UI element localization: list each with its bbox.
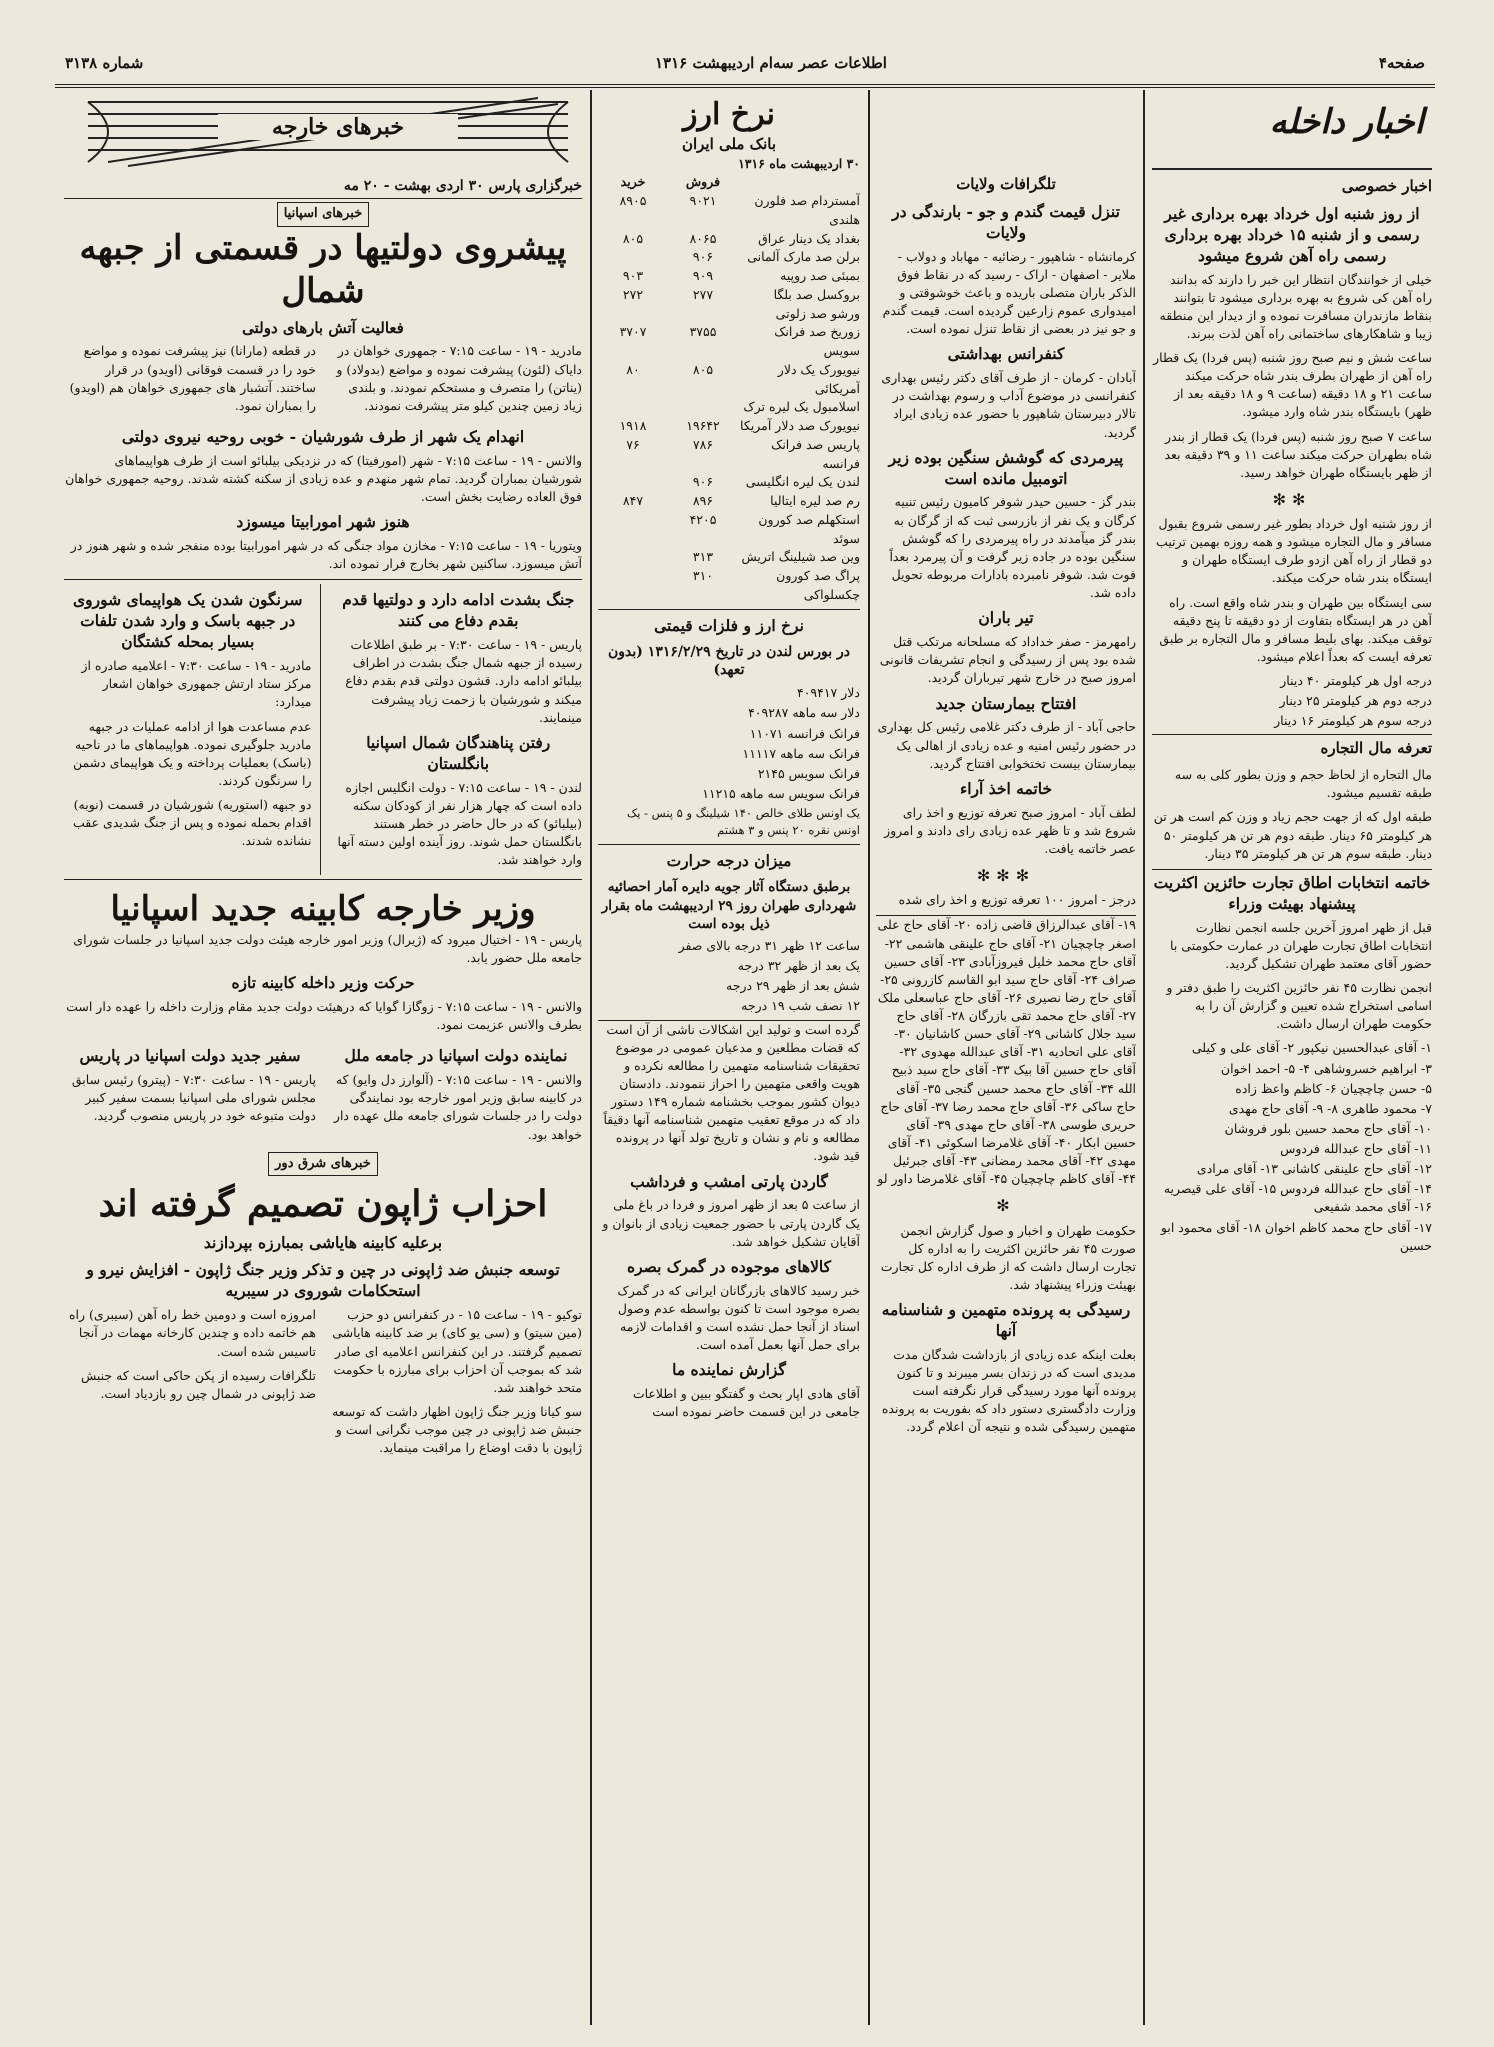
spain-paragraph-2: در قطعه (مارانا) نیز پیشرفت نموده و مواضع خود را در قسمت فوقانی (اویدو) در قرار ساختند. آتشبار های جمهوری خواهان هم (اویدو) را بمباران نمود. [69, 343, 316, 413]
sell-value: ۹۰۶ [692, 474, 714, 490]
ornament: ✻ [996, 1196, 1016, 1216]
wheat-headline: تنزل قیمت گندم و جو - بارندگی در ولایات [892, 201, 1120, 242]
buy-value: ۷۶ [626, 436, 640, 452]
currency-name: بغداد یک دینار عراق [758, 230, 860, 246]
reporter-headline: گزارش نماینده ما [672, 1360, 786, 1380]
sell-value [668, 305, 738, 324]
japan-paragraph-4: تلگرافات رسیده از پکن حاکی است که جنبش ضد ژاپونی در شمال چین رو بازدیاد است. [80, 1367, 316, 1401]
spain-subheadline: فعالیت آتش بارهای دولتی [242, 319, 404, 338]
far-east-label: خبرهای شرق دور [268, 1152, 378, 1177]
currency-name: زوریخ صد فرانک سویس [774, 324, 860, 359]
buy-header: خرید [620, 174, 646, 190]
metals-subheadline: در بورس لندن در تاریخ ۱۳۱۶/۲/۲۹ (بدون تعهد) [608, 643, 850, 679]
envoy-paragraph: پاریس - ۱۹ - ساعت ۷:۳۰ - (پیترو) رئیس سابق مجلس شورای ملی اسپانیا بسمت سفیر کبیر دولت متبوعه خود در پاریس منصوب گردید. [71, 1072, 316, 1124]
bask-headline: سرنگون شدن یک هواپیمای شوروی در جبهه باسک و وارد شدن تلفات بسیار بمحله کشتگان [73, 590, 303, 652]
rates-date: ۳۰ اردیبهشت ماه ۱۳۱۶ [738, 156, 860, 172]
sell-value: ۳۷۵۵ [689, 324, 717, 340]
buy-value [598, 548, 668, 567]
goods-headline: کالاهای موجوده در گمرک بصره [626, 1256, 832, 1276]
column-divider [590, 90, 592, 2025]
bask-paragraph-3: دو جبهه (استوریه) شورشیان در قسمت (نوبه) اقدام بحمله نموده و پس از جنگ شدیدی عقب نشانده شدند. [73, 797, 312, 849]
chamber-list-item: ۱۴- آقای حاج عبدالله فردوس ۱۵- آقای علی قیصریه ۱۶- آقای محمد شفیعی [1163, 1181, 1432, 1215]
sell-value [668, 398, 738, 417]
railway-paragraph-2: ساعت شش و نیم صبح روز شنبه (پس فردا) یک قطار راه آهن از طهران بطرف بندر شاه حرکت میکند ساعت ۲۱ و ۱۸ دقیقه (ساعت ۹ و ۱۸ دقیقه بعد از ظهر) بایستگاه بندر شاه وارد میشود. [1153, 350, 1432, 420]
vote-headline: خاتمه اخذ آراء [959, 778, 1053, 798]
chamber-list-item: ۱۱- آقای حاج عبدالله فردوس [1280, 1141, 1432, 1157]
exchange-rates-column [598, 96, 860, 2016]
metals-headline: نرخ ارز و فلزات قیمتی [654, 615, 804, 635]
japan-subheadline-2: توسعه جنبش ضد ژاپونی در چین و تذکر وزیر جنگ ژاپون - افزایش نیرو و استحکامات شوروی در سیبریه [86, 1260, 560, 1301]
foreign-news-title: خبرهای خارجه [218, 114, 458, 140]
metal-row: فرانک فرانسه ۱۱۰۷۱ [749, 725, 860, 741]
war-headline: جنگ بشدت ادامه دارد و دولتیها قدم بقدم دفاع می کنند [342, 590, 575, 631]
rate-row [598, 248, 860, 267]
buy-value: ۹۰۳ [622, 268, 644, 284]
rate-row [598, 305, 860, 324]
sell-value: ۲۷۷ [692, 286, 714, 302]
spain-paragraph-1: مادرید - ۱۹ - ساعت ۷:۱۵ - جمهوری خواهان در دایاک (لئون) پیشرفت نموده و مواضع (بدولاد) و (یناتن) را متصرف و مستحکم نمودند. و بلندی زیاد زمین چندین کیلو متر پیشرفت نمودند. [336, 343, 582, 413]
buy-value: ۸۴۷ [622, 493, 644, 509]
special-news-head: اخبار خصوصی [1341, 177, 1432, 195]
chamber-list-item: ۱۰- آقای حاج محمد حسین بلور فروشان [1224, 1120, 1432, 1136]
sell-value: ۸۹۶ [692, 493, 714, 509]
buy-value: ۸۰ [626, 361, 640, 377]
japan-subheadline-1: برعلیه کابینه هایاشی بمبارزه بپردازند [203, 1233, 443, 1253]
buy-value: ۲۷۲ [622, 286, 644, 302]
sell-value: ۸۰۶۵ [689, 230, 717, 246]
rate-row [598, 511, 860, 549]
chamber-headline: خاتمه انتخابات اطاق تجارت حائزین اکثریت پیشنهاد بهیئت وزراء [1152, 869, 1432, 915]
railway-headline: از روز شنبه اول خرداد بهره برداری غیر رسمی و از شنبه ۱۵ خرداد بهره برداری رسمی راه آهن شروع میشود [1164, 203, 1420, 265]
tariff-headline: تعرفه مال التجاره [1152, 734, 1432, 760]
rate-row [598, 492, 860, 511]
rate-row [598, 473, 860, 492]
railway-paragraph-5: سی ایستگاه بین طهران و بندر شاه واقع است. راه آهن در هر ایستگاه بتفاوت از دو دقیقه تا پنج دقیقه توقف میکند. بهای بلیط مسافر و مال التجاره بر طبق تعرفه ایست که بعداً اعلام میشود. [1159, 594, 1432, 664]
currency-name: وین صد شیلینگ اتریش [741, 549, 860, 565]
rate-row [598, 436, 860, 474]
metal-row: فرانک سه ماهه ۱۱۱۱۷ [742, 745, 860, 761]
rate-row [598, 361, 860, 399]
ornament: ✻✻ [1272, 489, 1312, 509]
tariff-paragraph-1: مال التجاره از لحاظ حجم و وزن بطور کلی به سه طبقه تقسیم میشود. [1174, 767, 1432, 801]
buy-value [598, 305, 668, 324]
bask-paragraph-2: عدم مساعدت هوا از ادامه عملیات در جبهه مادرید جلوگیری نموده. هواپیماهای ما در ناحیه (باسک) بعملیات پرداخته و یک هواپیمای دشمن را سرنگون کردند. [73, 718, 312, 788]
rate-row [598, 398, 860, 417]
rate-row [598, 286, 860, 305]
weather-row: یک بعد از ظهر ۳۲ درجه [737, 958, 860, 974]
court-paragraph: گرده است و تولید این اشکالات ناشی از آن است که قضات مطلعین و مدعیان عمومی در موضوع تحقیقات شناسنامه متهمین را مطالعه نکرده و هویت واقعی متهمین را احراز ننمودند. دادستان دیوان کشور بموجب بخشنامه شماره ۱۴۹ دستور داد که در موقع تعقیب متهمین شناسنامه آنها دقیقاً مطالعه و نام و نشان و تاریخ تولد آنها در پرونده قید شود. [603, 1021, 860, 1164]
health-headline: کنفرانس بهداشتی [947, 344, 1065, 364]
buy-value: ۱۹۱۸ [619, 418, 647, 434]
currency-name: نیویورک صد دلار آمریکا [740, 418, 860, 434]
refugee-paragraph: لندن - ۱۹ - ساعت ۷:۱۵ - دولت انگلیس اجازه داده است که چهار هزار نفر از کودکان سکنه (بیلبائو) که در حال حاضر در خطر هستند بانگلستان حمل شوند. روز آینده اولین دسته آنها وارد خواهند شد. [337, 779, 582, 868]
envoy-headline: سفیر جدید دولت اسپانیا در پاریس [79, 1046, 301, 1066]
gold-paragraph: یک اونس طلای خالص ۱۴۰ شیلینگ و ۵ پنس - یک اونس نقره ۲۰ پنس و ۳ هشتم [626, 806, 860, 837]
accident-paragraph: بندر گز - حسین حیدر شوفر کامیون رئیس تنبیه کرگان و یک نفر از بازرسی ثبت که از گرگان به بندر گز میآمدند در راه پیرمردی را که گوشش سنگین بوده در جاده زیر گرفت و آن پیرمرد بعداً فوت شد. شوفر نامبرده بادارات مربوطه تحویل داده شد. [889, 494, 1136, 601]
sell-value: ۴۲۰۵ [689, 511, 717, 527]
domestic-title: اخبار داخله [1269, 102, 1424, 142]
issue-number: شماره ۳۱۳۸ [65, 54, 144, 72]
currency-name: پراگ صد کورون چکسلواکی [776, 568, 860, 602]
weather-table [598, 937, 860, 1016]
japan-paragraph-3: سو کیانا وزیر جنگ ژاپون اظهار داشت که توسعه جنبش ضد ژاپونی در چین موجب نگرانی است و ژاپون با دقت اوضاع را مراقبت مینماید. [332, 1403, 582, 1456]
buy-value [598, 473, 668, 492]
column-divider [868, 90, 870, 2025]
cabinet-paragraph: والانس - ۱۹ - ساعت ۷:۱۵ - زوگازا گوایا که درهیئت دولت جدید مقام وزارت داخله را عهده دار است بطرف والانس عزیمت نمود. [66, 998, 582, 1033]
metal-row: فرانک سویس ۲۱۴۵ [757, 765, 860, 781]
buy-value [598, 511, 668, 549]
currency-name: ورشو صد زلوتی [775, 305, 860, 321]
metal-row: دلار سه ماهه ۴۰۹۲۸۷ [748, 705, 860, 721]
currency-name: لندن یک لیره انگلیسی [745, 474, 860, 490]
weather-headline: میزان درجه حرارت [666, 851, 792, 871]
rate-row [598, 417, 860, 436]
cabinet-headline: حرکت وزیر داخله کابینه تازه [231, 973, 415, 993]
gas-headline: هنوز شهر امورابیتا میسوزد [236, 512, 410, 532]
sell-header: فروش [685, 174, 721, 190]
buy-value [598, 567, 668, 605]
chamber-list [1152, 1039, 1432, 1254]
provinces-column [876, 170, 1136, 2016]
agency-line: خبرگزاری پارس ۳۰ اردی بهشت - ۲۰ مه [64, 176, 582, 199]
sell-value: ۷۸۶ [692, 436, 714, 452]
buy-value: ۳۷۰۷ [619, 324, 647, 340]
currency-name: نیویورک یک دلار آمریکائی [777, 361, 860, 396]
war-block [335, 584, 583, 875]
buy-value [598, 248, 668, 267]
weather-row: ساعت ۱۲ ظهر ۳۱ درجه بالای صفر [678, 938, 860, 953]
currency-name: اسلامبول یک لیره ترک [743, 399, 860, 415]
inquiry-paragraph: بعلت اینکه عده زیادی از بازداشت شدگان مدت مدیدی است که در زندان بسر میبرند و تا کنون پرونده آنها مورد رسیدگی قرار نگرفته است وزارت دادگستری دستور داد که بفوریت به پرونده متهمین رسیدگی شده و نتیجه آن اعلام گردد. [881, 1346, 1136, 1435]
tariff-row: درجه اول هر کیلومتر ۴۰ دینار [1280, 673, 1432, 689]
sell-value: ۳۱۰ [692, 568, 714, 584]
spain-section-label: خبرهای اسپانیا [277, 202, 370, 227]
sell-value: ۹۰۲۱ [689, 193, 717, 209]
masthead [55, 44, 1435, 88]
wheat-paragraph: کرمانشاه - شاهپور - رضائیه - مهاباد و دولاب - ملایر - اصفهان - اراک - رسید که در نقاط فوق الذکر باران متصلی باریده و باعث خوشوقتی و امیدواری عموم زارعین گردیده است. قیمت گندم و جو نیز در بعضی از نقاط تنزل نموده است. [882, 248, 1136, 337]
chamber-list-item: ۵- حسن چاچچیان ۶- کاظم واعظ زاده [1235, 1080, 1432, 1096]
currency-name: پاریس صد فرانک فرانسه [771, 436, 860, 471]
clinic-paragraph: حاجی آباد - از طرف دکتر غلامی رئیس کل بهداری در حضور رئیس امنیه و عده زیادی از اهالی یک بیمارستان بیست تختخوابی افتتاح گردید. [877, 719, 1136, 771]
chamber-list-item: ۱۷- آقای حاج محمد کاظم اخوان ۱۸- آقای محمود ابو حسین [1160, 1219, 1432, 1253]
garden-paragraph: از ساعت ۵ بعد از ظهر امروز و فردا در باغ ملی یک گاردن پارتی با حضور جمعیت زیادی از بانوان و آقایان تشکیل خواهد شد. [602, 1197, 860, 1249]
rate-row [598, 192, 860, 230]
weather-row: ۱۲ نصف شب ۱۹ درجه [741, 998, 860, 1014]
sell-value: ۹۰۶ [692, 249, 714, 265]
inquiry-headline: رسیدگی به پرونده متهمین و شناسنامه آنها [881, 1300, 1131, 1340]
tariff-row: درجه دوم هر کیلومتر ۲۵ دینار [1279, 693, 1432, 709]
buy-value: ۸۰۵ [622, 230, 644, 246]
railway-paragraph-4: از روز شنبه اول خرداد بطور غیر رسمی شروع بقبول مسافر و مال التجاره میشود و همه روزه بهمین ترتیب دو قطار از راه آهن ازدو طرف ایستگاه طهران و ایستگاه بندر شاه حرکت میکند. [1156, 516, 1432, 586]
foreign-news-column [64, 176, 582, 2016]
execution-paragraph: رامهرمز - صفر خداداد که مسلحانه مرتکب قتل شده بود پس از رسیدگی و انجام تشریفات قانونی امروز صبح در خارج شهر تیرباران گردید. [879, 634, 1136, 686]
metal-row: فرانک سویس سه ماهه ۱۱۲۱۵ [702, 785, 860, 801]
chamber-list-item: ۱- آقای عبدالحسین نیکپور ۲- آقای علی و کیلی [1191, 1040, 1432, 1056]
metal-row: دلار ۴۰۹۴۱۷ [796, 685, 860, 701]
gas-paragraph: ویتوریا - ۱۹ - ساعت ۷:۱۵ - مخازن مواد جنگی که در شهر امورابیتا بوده منفجر شده و شهر هنوز در آتش میسوزد. ساکنین شهر بخارج فرار نموده اند. [70, 538, 582, 572]
currency-name: برلن صد مارک آلمانی [747, 249, 860, 265]
currency-name: استکهلم صد کورون سوئد [758, 511, 860, 546]
reporter-paragraph: آقای هادی اپار بحث و گفتگو ببین و اطلاعات جامعی در این قسمت حاضر نموده است [632, 1386, 860, 1420]
tariff-table [1152, 672, 1432, 730]
provinces-headline: تلگرافات ولایات [956, 175, 1056, 193]
weather-row: شش بعد از ظهر ۲۹ درجه [726, 978, 860, 994]
bilbao-paragraph: والانس - ۱۹ - ساعت ۷:۱۵ - شهر (امورفیتا) که در نزدیکی بیلبائو است از طرف هواپیماهای شورشیان بمباران گردید. تمام شهر منهدم و عده زیادی از سکنه کشته شدند. روحیه جمهوری خواهان فوق العاده رضایت بخش است. [65, 452, 582, 505]
vote-paragraph: لطف آباد - امروز صبح تعرفه توزیع و اخذ رای شروع شد و تا ظهر عده زیادی رای دادند و امروز عصر خاتمه یافت. [884, 804, 1136, 856]
accident-headline: پیرمردی که گوشش سنگین بوده زیر اتومبیل مانده است [888, 447, 1124, 488]
clinic-headline: افتتاح بیمارستان جدید [935, 693, 1077, 713]
minister-paragraph: پاریس - ۱۹ - اختیال میرود که (ژیرال) وزیر امور خارجه هیئت دولت جدید اسپانیا در جلسات شورای جامعه ملل حضور یابد. [73, 931, 582, 965]
war-paragraph: پاریس - ۱۹ - ساعت ۷:۳۰ - بر طبق اطلاعات رسیده از جبهه شمال جنگ بشدت در اطراف بیلبائو ادامه دارد. قشون دولتی قدم بقدم دفاع میکند و شورشیان با زحمت زیاد پیشرفت مینمایند. [345, 637, 582, 725]
garden-headline: گاردن پارتی امشب و فرداشب [630, 1171, 828, 1191]
chamber-paragraph-1: قبل از ظهر امروز آخرین جلسه انجمن نظارت انتخابات اطاق تجارت طهران در عمارت حکومتی با حضور آقای معتمد طهران تشکیل گردید. [1170, 919, 1432, 971]
weather-subheadline: برطبق دستگاه آثار جویه دایره آمار احصائیه شهرداری طهران روز ۲۹ اردیبهشت ماه بقرار ذیل بوده است [601, 879, 857, 932]
ornament: ✻✻✻ [976, 866, 1036, 886]
vote-paragraph-2: درجز - امروز ۱۰۰ تعرفه توزیع و اخذ رای شده [898, 892, 1136, 908]
spain-headline: پیشروی دولتیها در قسمتی از جبهه شمال [79, 228, 567, 311]
minister-headline: وزیر خارجه کابینه جدید اسپانیا [64, 879, 582, 931]
execution-headline: تیر باران [978, 608, 1034, 628]
currency-name: بروکسل صد بلگا [773, 286, 860, 302]
japan-paragraph-1: توکیو - ۱۹ - ساعت ۱۵ - در کنفرانس دو حزب (مین سیتو) و (سی یو کای) بر ضد کابینه هایاشی تصمیم گرفتند. در این کنفرانس اعلامیه ای صادر شد که بموجب آن احزاب برای مبارزه با حکومت متحد خواهند شد. [332, 1307, 582, 1395]
rates-table [598, 192, 860, 605]
sell-value: ۸۰۵ [692, 361, 714, 377]
currency-name: آمستردام صد فلورن هلندی [754, 193, 860, 227]
health-paragraph: آبادان - کرمان - از طرف آقای دکتر رئیس بهداری کنفرانسی در موضوع آداب و رسوم بهداشت در تالار دبیرستان شاهپور با حضور عده زیادی ایراد گردید. [881, 370, 1136, 440]
chamber-list-item: ۷- محمود طاهری ۸- ۹- آقای حاج مهدی [1228, 1100, 1432, 1116]
chamber-list-item: ۱۲- آقای حاج علینقی کاشانی ۱۳- آقای مرادی [1196, 1161, 1432, 1177]
chamber-paragraph-2: انجمن نظارت ۴۵ نفر حائزین اکثریت را طبق دفتر و اسامی استخراج شده تعیین و گزارش آن را به حکومت طهران ارسال داشت. [1166, 980, 1432, 1032]
japan-headline: احزاب ژاپون تصمیم گرفته اند [98, 1183, 548, 1226]
sell-value: ۳۱۳ [692, 549, 714, 565]
sell-value: ۱۹۶۴۲ [686, 418, 720, 434]
tariff-paragraph-2: طبقه اول که از جهت حجم زیاد و وزن کم است هر تن هر کیلومتر ۶۵ دینار. طبقه دوم هر تن هر کیلومتر ۵۰ دینار. طبقه سوم هر تن هر کیلومتر ۳۵ دینار. [1153, 809, 1432, 861]
rate-row [598, 548, 860, 567]
column-divider [1143, 90, 1145, 2025]
buy-value: ۸۹۰۵ [619, 193, 647, 209]
foreign-news-banner [68, 92, 582, 170]
page-number: صفحه۴ [1378, 54, 1425, 72]
tariff-row: درجه سوم هر کیلومتر ۱۶ دینار [1274, 713, 1432, 729]
delegate-headline: نماینده دولت اسپانیا در جامعه ملل [344, 1046, 568, 1066]
sell-value: ۹۰۹ [692, 268, 714, 284]
elected-names: ۱۹- آقای عبدالرزاق قاضی زاده ۲۰- آقای حاج علی اصغر چاچچیان ۲۱- آقای حاج علینقی هاشمی ۲۲- آقای حاج محمد خلیل فیروزآبادی ۲۳- آقای حسین صراف ۲۴- آقای حاج سید ابو القاسم کازرونی ۲۵- آقای حاج رضا نصیری ۲۶- آقای حاج عباسعلی ملک ۲۷- آقای حاج محمد تقی بازرگان ۲۸- آقای حاج سید جلال کاشانی ۲۹- آقای حسن کاشانیان ۳۰- آقای علی اتحادیه ۳۱- آقای عبدالله مهدوی ۳۲- آقای حاج حسین آقا بیک ۳۳- آقای حاج سید ذبیح الله ۳۴- آقای حاج محمد حسین گنجی ۳۵- آقای حاج ساکی ۳۶- آقای حاج محمد رضا ۳۷- آقای حاج حریری طوسی ۳۸- آقای حاج مهدی ۳۹- آقای حسین ابکار ۴۰- آقای غلامرضا اسکوئی ۴۱- آقای مهدی ۴۲- آقای محمد رمضانی ۴۳- آقای جبرئیل ۴۴- آقای کاظم چاچچیان ۴۵- آقای غلامرضا داور لو [877, 917, 1136, 1187]
government-paragraph: حکومت طهران و اخبار و صول گزارش انجمن صورت ۴۵ نفر حائزین اکثریت را به اداره کل تجارت ارسال داشت که از طرف اداره کل تجارت بهیئت وزراء پیشنهاد شد. [880, 1222, 1136, 1292]
refugee-headline: رفتن پناهندگان شمال اسپانیا بانگلستان [366, 732, 551, 773]
rate-row [598, 567, 860, 605]
rates-title: نرخ ارز [682, 97, 776, 132]
bask-paragraph-1: مادرید - ۱۹ - ساعت ۷:۳۰ - اعلامیه صادره از مرکز ستاد ارتش جمهوری خواهان اشعار میدارد: [81, 658, 312, 710]
railway-paragraph-1: خیلی از خوانندگان انتظار این خبر را دارند که بدانند راه آهن کی شروع به بهره برداری میشود تا بتوانند بنقاط مازندران مسافرت نموده و از دیدار این منطقه زیبا و شاهکارهای ساختمانی راه آهن لذت ببرند. [1159, 271, 1432, 341]
chamber-list-item: ۳- ابراهیم خسروشاهی ۴- ۵- احمد اخوان [1220, 1060, 1432, 1076]
rate-row [598, 230, 860, 249]
goods-paragraph: خبر رسید کالاهای بازرگانان ایرانی که در گمرک بصره موجود است تا کنون بواسطه عدم وصول اسناد از آنجا حمل نشده است و اقدامات لازمه برای حمل آنها بعمل آمده است. [617, 1282, 860, 1353]
currency-name: رم صد لیره ایتالیا [770, 493, 860, 509]
delegate-paragraph: والانس - ۱۹ - ساعت ۷:۱۵ - (آلوارز دل وایو) که در کابینه سابق وزیر امور خارجه بود نمایندگی دولت را در جلسات شورای جامعه ملل عهده دار خواهد بود. [333, 1072, 582, 1142]
currency-name: بمبئی صد روپیه [780, 268, 860, 284]
bask-block [64, 584, 321, 875]
japan-paragraph-2: امروزه است و دومین خط راه آهن (سیبری) راه هم خاتمه داده و چندین کارخانه مهمات در آنجا تاسیس شده است. [68, 1307, 316, 1359]
rate-row [598, 323, 860, 361]
rate-row [598, 267, 860, 286]
domestic-column [1152, 172, 1432, 2016]
domestic-banner [1152, 96, 1432, 170]
railway-paragraph-3: ساعت ۷ صبح روز شنبه (پس فردا) یک قطار از بندر شاه بطهران حرکت میکند ساعت ۱۱ و ۳۹ دقیقه بعد از ظهر بایستگاه طهران خواهد رسید. [1164, 428, 1432, 480]
bilbao-headline: انهدام یک شهر از طرف شورشیان - خوبی روحیه نیروی دولتی [121, 426, 525, 446]
metals-table [598, 684, 860, 803]
buy-value [598, 398, 668, 417]
paper-date: اطلاعات عصر سه‌ام اردیبهشت ۱۳۱۶ [655, 54, 887, 72]
bank-name: بانک ملی ایران [681, 134, 777, 153]
